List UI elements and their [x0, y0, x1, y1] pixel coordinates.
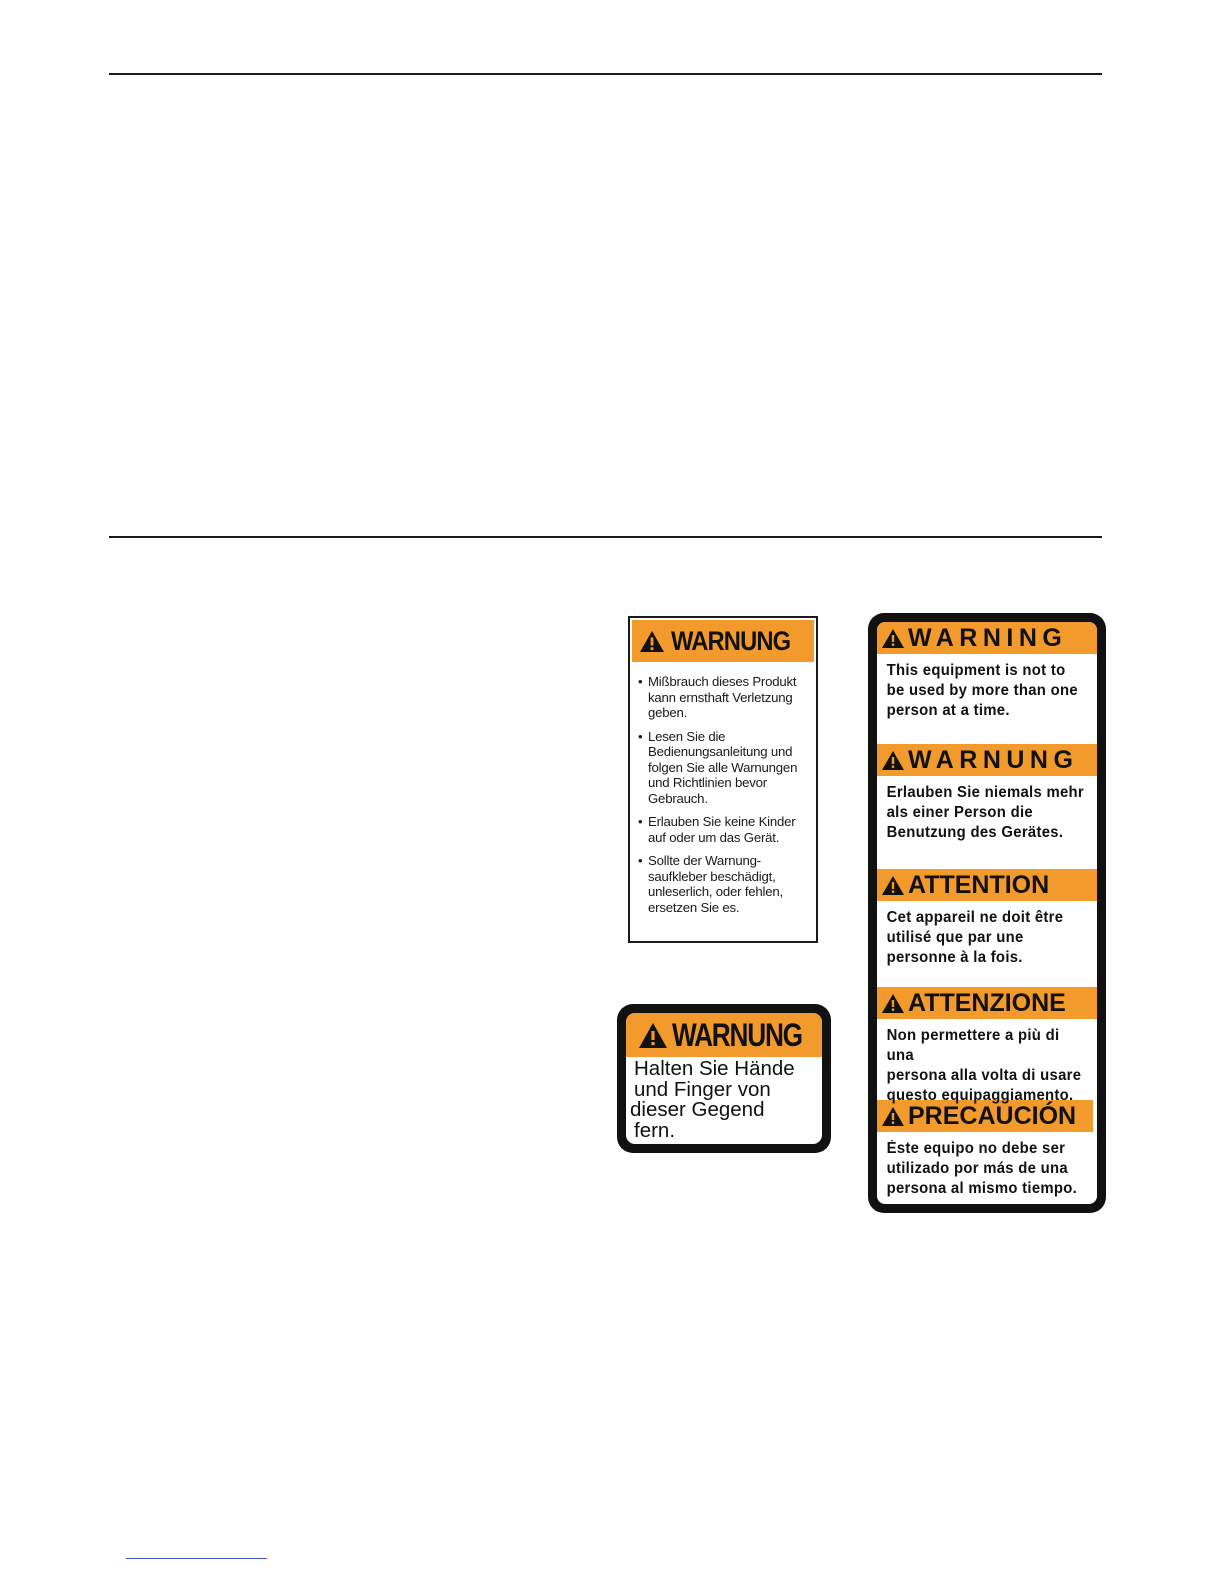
warning-decal-multilanguage: [868, 613, 1106, 1213]
top-divider: [109, 73, 1102, 75]
warning-header-band: [877, 869, 1097, 901]
warning-line: dieser Gegend: [630, 1098, 765, 1121]
decal-inner-panel: [626, 1013, 822, 1144]
decal-inner-panel: [877, 622, 1097, 1204]
warning-section-german: [877, 744, 1097, 869]
warning-header-text: WARNING: [908, 623, 1068, 652]
warning-header-text: WARNUNG: [908, 745, 1079, 774]
warning-header-text: ATTENTION: [908, 870, 1050, 899]
warning-line: fern.: [634, 1118, 676, 1142]
warning-section-text: Cet appareil ne doit être utilisé que par une personne à la fois.: [886, 909, 1064, 966]
warning-triangle-icon: [881, 628, 905, 649]
warning-triangle-icon: [881, 750, 905, 771]
warning-bullet: • Lesen Sie die Bedienungsanleitung und folgen Sie alle Warnungen und Richtlinien bevor Gebrauch.: [638, 729, 814, 807]
warning-header-band: [632, 620, 814, 662]
warning-header-band: [877, 744, 1097, 776]
warning-decal-hands-fingers: [617, 1004, 831, 1153]
footer-link-underline[interactable]: [126, 1558, 267, 1559]
warning-section-text: This equipment is not to be used by more than one person at a time.: [886, 662, 1078, 719]
warning-header-band: [626, 1013, 822, 1057]
warning-header-text: PRECAUCIÓN: [908, 1101, 1077, 1130]
warning-decal-german-instructions: [628, 616, 818, 943]
warning-line: Halten Sie Hände: [634, 1057, 795, 1080]
warning-section-english: [877, 622, 1097, 744]
warning-bullet: • Mißbrauch dieses Produkt kann ernsthaft Verletzung geben.: [638, 674, 814, 721]
warning-section-spanish: [877, 1100, 1097, 1199]
warning-triangle-icon: [881, 1106, 905, 1127]
warning-body-text: [626, 1057, 822, 1141]
warning-triangle-icon: [638, 1022, 668, 1049]
warning-header-text: WARNUNG: [672, 1016, 802, 1053]
warning-section-text: Non permettere a più di una persona alla volta di usare questo equipaggiamento.: [886, 1027, 1082, 1104]
middle-divider: [109, 536, 1102, 538]
warning-bullet: • Erlauben Sie keine Kinder auf oder um das Gerät.: [638, 814, 814, 845]
warning-section-italian: [877, 987, 1097, 1104]
warning-header-band: [877, 987, 1097, 1019]
warning-header-band: [877, 622, 1097, 654]
warning-section-text: Èste equipo no debe ser utilizado por más de una persona al mismo tiempo.: [886, 1140, 1078, 1197]
warning-header-text: WARNUNG: [671, 625, 791, 656]
warning-triangle-icon: [881, 993, 905, 1014]
warning-line: und Finger von: [634, 1077, 771, 1101]
warning-section-text: Erlauben Sie niemals mehr als einer Person die Benutzung des Gerätes.: [886, 784, 1085, 841]
warning-bullet-list: [638, 674, 814, 923]
warning-triangle-icon: [639, 630, 665, 653]
warning-bullet: • Sollte der Warnung-saufkleber beschädigt, unleserlich, oder fehlen, ersetzen Sie es.: [638, 853, 814, 915]
warning-triangle-icon: [881, 875, 905, 896]
warning-header-text: ATTENZIONE: [908, 988, 1066, 1017]
warning-section-french: [877, 869, 1097, 987]
